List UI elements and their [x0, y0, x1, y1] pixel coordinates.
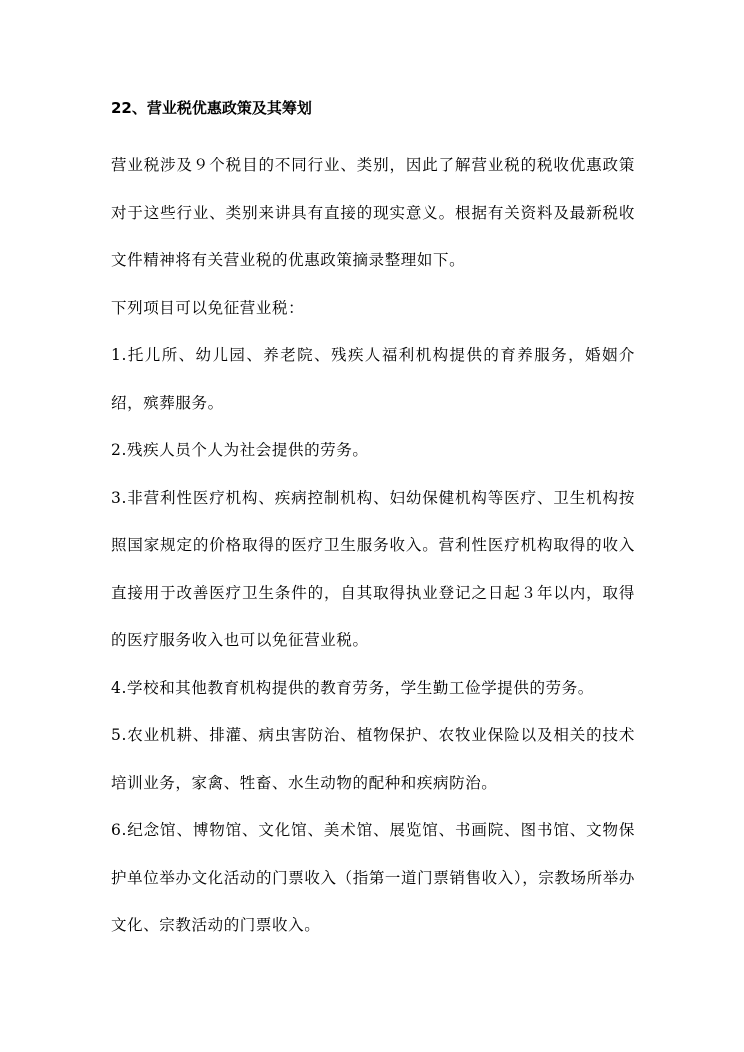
exemption-item-5: 5.农业机耕、排灌、病虫害防治、植物保护、农牧业保险以及相关的技术培训业务，家禽、牲畜、水生动物的配种和疾病防治。	[111, 726, 635, 792]
exemption-heading: 下列项目可以免征营业税：	[111, 298, 305, 317]
exemption-item-1: 1.托儿所、幼儿园、养老院、残疾人福利机构提供的育养服务，婚姻介绍，殡葬服务。	[111, 346, 635, 412]
section-title: 22、营业税优惠政策及其筹划	[111, 99, 312, 117]
intro-paragraph: 营业税涉及９个税目的不同行业、类别，因此了解营业税的税收优惠政策对于这些行业、类别来讲具有直接的现实意义。根据有关资料及最新税收文件精神将有关营业税的优惠政策摘录整理如下。	[111, 156, 635, 269]
exemption-item-6: 6.纪念馆、博物馆、文化馆、美术馆、展览馆、书画院、图书馆、文物保护单位举办文化活动的门票收入（指第一道门票销售收入），宗教场所举办文化、宗教活动的门票收入。	[111, 821, 635, 934]
exemption-item-4: 4.学校和其他教育机构提供的教育劳务，学生勤工俭学提供的劳务。	[111, 678, 594, 697]
document-body	[111, 95, 635, 950]
exemption-item-3: 3.非营利性医疗机构、疾病控制机构、妇幼保健机构等医疗、卫生机构按照国家规定的价格取得的医疗卫生服务收入。营利性医疗机构取得的收入直接用于改善医疗卫生条件的，自其取得执业登记之日起３年以内，取得的医疗服务收入也可以免征营业税。	[111, 488, 635, 649]
exemption-item-2: 2.残疾人员个人为社会提供的劳务。	[111, 441, 369, 459]
